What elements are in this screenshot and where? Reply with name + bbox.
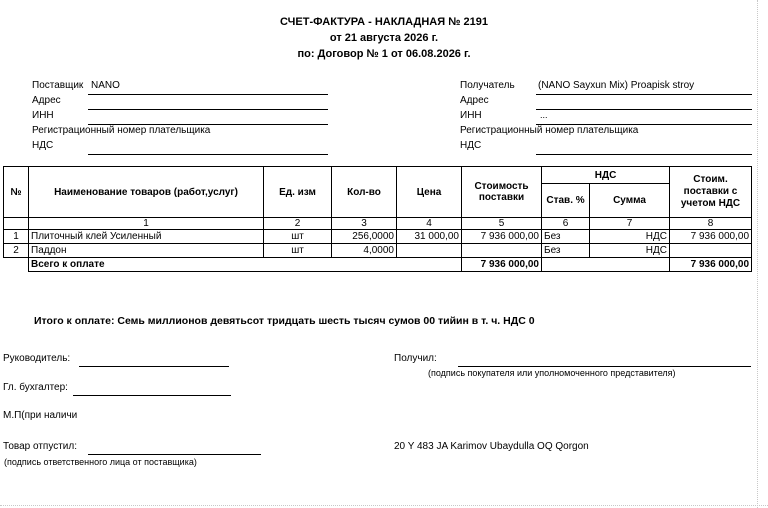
document-contract: по: Договор № 1 от 06.08.2026 г. [297, 48, 471, 60]
received-label: Получил: [394, 353, 437, 364]
header-name: Наименование товаров (работ,услуг) [29, 167, 264, 218]
header-price: Цена [397, 167, 462, 218]
document-title: СЧЕТ-ФАКТУРА - НАКЛАДНАЯ № 2191 [280, 16, 488, 28]
buyer-inn-label: ИНН [460, 110, 482, 121]
col-number: 6 [542, 218, 590, 230]
row-rate: Без [542, 244, 590, 258]
total-with-nds: 7 936 000,00 [670, 258, 752, 272]
header-rate: Став. % [542, 184, 590, 218]
buyer-reg-label: Регистрационный номер плательщика [460, 125, 639, 136]
total-in-words: Итого к оплате: Семь миллионов девятьсот тридцать шесть тысяч сумов 00 тийин в т. ч. НДС 0 [34, 315, 535, 327]
supplier-nds-label: НДС [32, 140, 54, 151]
document-date: от 21 августа 2026 г. [329, 32, 439, 44]
accountant-label: Гл. бухгалтер: [3, 382, 68, 393]
row-unit: шт [264, 230, 332, 244]
total-row-empty [4, 258, 29, 272]
released-address: 20 Y 483 JA Karimov Ubaydulla OQ Qorgon [394, 441, 589, 452]
supplier-reg-label: Регистрационный номер плательщика [32, 125, 211, 136]
total-label: Всего к оплате [29, 258, 462, 272]
row-price [397, 244, 462, 258]
buyer-address-underline [536, 109, 752, 110]
row-price: 31 000,00 [397, 230, 462, 244]
released-note: (подпись ответственного лица от поставщика) [4, 457, 197, 467]
page-break-horizontal [0, 505, 768, 506]
supplier-address-underline [88, 109, 328, 110]
buyer-underline [536, 94, 752, 95]
total-row [4, 258, 752, 272]
row-total [670, 244, 752, 258]
received-signature-line [458, 366, 751, 367]
row-rate: Без [542, 230, 590, 244]
director-signature-line [79, 366, 229, 367]
stamp-label: М.П(при наличи [3, 410, 78, 421]
table-row [4, 244, 752, 258]
col-number: 4 [397, 218, 462, 230]
buyer-label: Получатель [460, 80, 515, 91]
row-cost [462, 244, 542, 258]
total-nds-empty [542, 258, 670, 272]
released-label: Товар отпустил: [3, 441, 77, 452]
row-no: 2 [4, 244, 29, 258]
col-number: 1 [29, 218, 264, 230]
director-label: Руководитель: [3, 353, 71, 364]
supplier-underline [88, 94, 328, 95]
buyer-nds-underline [536, 154, 752, 155]
supplier-nds-underline [88, 154, 328, 155]
col-number: 7 [590, 218, 670, 230]
row-no: 1 [4, 230, 29, 244]
received-note: (подпись покупателя или уполномоченного представителя) [428, 368, 676, 378]
col-number: 8 [670, 218, 752, 230]
header-nds: НДС [542, 167, 670, 184]
supplier-inn-label: ИНН [32, 110, 54, 121]
invoice-table [3, 166, 752, 272]
row-sum: НДС [590, 230, 670, 244]
col-number [4, 218, 29, 230]
buyer-nds-label: НДС [460, 140, 482, 151]
buyer-value: (NANO Sayxun Mix) Proapisk stroy [538, 80, 695, 91]
row-sum: НДС [590, 244, 670, 258]
accountant-signature-line [73, 395, 231, 396]
row-cost: 7 936 000,00 [462, 230, 542, 244]
row-qty: 256,0000 [332, 230, 397, 244]
row-total: 7 936 000,00 [670, 230, 752, 244]
supplier-label: Поставщик [32, 80, 84, 91]
released-signature-line [88, 454, 261, 455]
row-name: Паддон [29, 244, 264, 258]
header-sum: Сумма [590, 184, 670, 218]
header-total-with-nds: Стоим. поставки с учетом НДС [670, 167, 752, 218]
row-qty: 4,0000 [332, 244, 397, 258]
header-no: № [4, 167, 29, 218]
row-unit: шт [264, 244, 332, 258]
buyer-address-label: Адрес [460, 95, 489, 106]
col-number: 2 [264, 218, 332, 230]
col-number: 3 [332, 218, 397, 230]
header-unit: Ед. изм [264, 167, 332, 218]
header-qty: Кол-во [332, 167, 397, 218]
supplier-value: NANO [91, 80, 120, 91]
table-row [4, 230, 752, 244]
page-break-vertical [757, 0, 758, 508]
total-cost: 7 936 000,00 [462, 258, 542, 272]
supplier-address-label: Адрес [32, 95, 61, 106]
buyer-inn-value: ... [540, 110, 548, 120]
row-name: Плиточный клей Усиленный [29, 230, 264, 244]
col-number: 5 [462, 218, 542, 230]
header-cost: Стоимость поставки [462, 167, 542, 218]
